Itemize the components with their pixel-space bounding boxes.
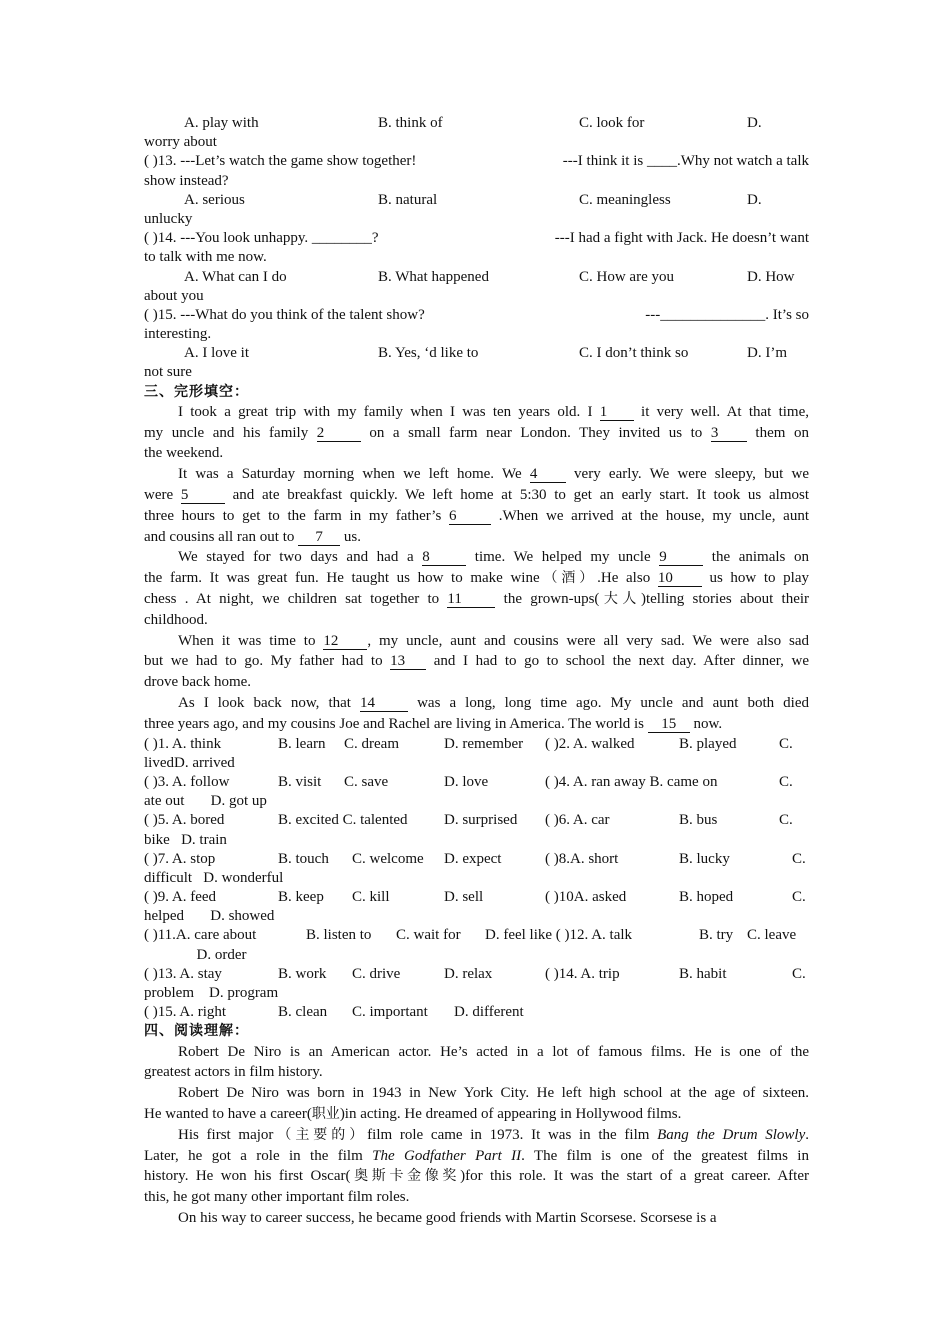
text-run: His first major（主要的）film role came in 1973. It was in the film [178, 1126, 658, 1143]
option-text: B. try [699, 927, 734, 944]
wrapped-text: interesting. [144, 326, 212, 343]
option-text: C. drive [352, 965, 401, 982]
blank-10: 10 [658, 570, 702, 587]
option-text: ( )14. A. trip [545, 965, 620, 982]
text-run: chess . At night, we children sat together to [144, 590, 448, 607]
option-text: C. welcome [352, 850, 424, 867]
blank-2: 2 [317, 425, 361, 442]
blank-3: 3 [711, 425, 747, 442]
cloze-option-row [144, 773, 809, 792]
option-text: D. expect [444, 850, 502, 867]
question-row [144, 306, 809, 325]
option-text: ( )10A. asked [545, 889, 627, 906]
text-run: was a long, long time ago. My uncle and aunt both died [408, 694, 810, 711]
passage-line [144, 1104, 809, 1125]
text-run: On his way to career success, he became good friends with Martin Scorsese. Scorsese is a [178, 1209, 717, 1226]
passage-line [144, 464, 809, 485]
text-run: , my uncle, aunt and cousins were all very sad. We were also sad [367, 632, 809, 649]
wrapped-text: about you [144, 287, 204, 304]
option-text: ( )13. A. stay [144, 965, 222, 982]
passage-line [144, 402, 809, 423]
cloze-option-row [144, 1003, 809, 1022]
option-text: D. [747, 115, 762, 131]
text-run: history. He won his first Oscar(奥斯卡金像奖)for this role. It was the start of a great career. After [144, 1168, 809, 1185]
wrapped-text: worry about [144, 134, 217, 151]
question-text: ( )13. ---Let’s watch the game show together! [144, 153, 417, 170]
option-text: B. natural [378, 191, 438, 208]
option-text: ( )9. A. feed [144, 889, 217, 906]
blank-11: 11 [447, 591, 495, 608]
option-text: B. think of [378, 115, 443, 131]
option-text: C. look for [579, 115, 645, 131]
worksheet-page [144, 114, 809, 1229]
wrapped-text: not sure [144, 364, 192, 381]
blank-1: 1 [600, 404, 634, 421]
option-text: D. relax [444, 965, 493, 982]
multiple-choice-section [144, 114, 809, 383]
wrapped-text: show instead? [144, 172, 229, 189]
text-run: and cousins all ran out to [144, 528, 299, 545]
passage-line [144, 1187, 809, 1208]
option-text: B. visit [278, 773, 322, 790]
option-text: C. save [344, 773, 389, 790]
option-text: ( )5. A. bored [144, 812, 225, 829]
passage-line [144, 1208, 809, 1229]
option-text: D. I’m [747, 345, 787, 362]
option-text: D. sell [444, 889, 484, 906]
text-run: were [144, 487, 181, 503]
option-text: B. listen to [306, 927, 372, 944]
text-run: now. [689, 715, 723, 732]
cloze-option-row [144, 965, 809, 984]
option-text: B. keep [278, 889, 324, 906]
wrapped-text: unlucky [144, 210, 193, 227]
option-text: B. hoped [679, 889, 734, 906]
text-run: this, he got many other important film roles. [144, 1189, 410, 1206]
option-text: B. lucky [679, 850, 730, 867]
film-title: Bang the Drum Slowly [657, 1126, 806, 1143]
cloze-option-row [144, 850, 809, 869]
text-run: us. [340, 528, 361, 545]
question-row [144, 152, 809, 171]
option-text: B. excited C. talented [278, 812, 408, 829]
text-run: I took a great trip with my family when I was ten years old. I [178, 403, 600, 420]
option-text: C. [792, 889, 806, 906]
text-run: time. We helped my uncle [466, 549, 660, 566]
wrapped-text: ate out D. got up [144, 793, 267, 810]
reading-heading: 四、阅读理解： [144, 1023, 249, 1040]
passage-line [144, 1062, 809, 1083]
option-text: C. kill [352, 889, 390, 906]
text-run: Later, he got a role in the film [144, 1147, 373, 1164]
option-text: C. meaningless [579, 191, 671, 208]
text-run: We stayed for two days and had a [178, 549, 423, 566]
text-run: us how to play [701, 570, 810, 587]
passage-line [144, 589, 809, 610]
passage-line [144, 568, 809, 589]
option-text: C. How are you [579, 268, 674, 285]
blank-4: 4 [530, 466, 566, 483]
question-text: ( )15. ---What do you think of the talent show? [144, 306, 425, 323]
option-text: ( )11.A. care about [144, 927, 257, 944]
blank-12: 12 [323, 633, 367, 650]
text-run: the grown-ups(大人)telling stories about their [495, 590, 810, 607]
option-text: C. I don’t think so [579, 345, 689, 362]
cloze-passage [144, 402, 809, 735]
option-text: D. remember [444, 735, 524, 752]
text-run: When it was time to [178, 632, 324, 649]
text-run: childhood. [144, 611, 208, 628]
blank-14: 14 [360, 695, 408, 712]
text-run: . [805, 1126, 809, 1143]
text-run: three hours to get to the farm in my father’s [144, 507, 450, 524]
cloze-heading: 三、完形填空： [144, 383, 249, 400]
answer-text: ---I had a fight with Jack. He doesn’t want [554, 230, 809, 247]
option-text: C. [792, 965, 806, 982]
text-run: It was a Saturday morning when we left home. We [178, 466, 530, 483]
option-text: C. wait for [396, 927, 461, 944]
reading-passage [144, 1042, 809, 1229]
option-text: ( )8.A. short [545, 850, 619, 867]
text-run: Robert De Niro is an American actor. He’s acted in a lot of famous films. He is one of the [178, 1043, 809, 1060]
option-text: C. leave [747, 927, 797, 944]
option-text: ( )7. A. stop [144, 850, 216, 867]
wrapped-text: D. order [144, 946, 247, 963]
passage-line [144, 672, 809, 693]
option-text: A. serious [184, 191, 245, 208]
option-text: D. [747, 191, 762, 208]
passage-line [144, 485, 809, 506]
option-row [144, 191, 809, 210]
text-run: .When we arrived at the house, my uncle, aunt [491, 507, 809, 524]
text-run: He wanted to have a career(职业)in acting. He dreamed of appearing in Hollywood films. [144, 1105, 682, 1122]
option-text: ( )4. A. ran away B. came on [545, 773, 718, 790]
passage-line [144, 651, 809, 672]
option-text: B. Yes, ‘d like to [378, 345, 479, 362]
blank-15: 15 [648, 716, 690, 733]
text-run: . The film is one of the greatest films in [521, 1147, 809, 1164]
cloze-option-row [144, 735, 809, 754]
passage-line [144, 1166, 809, 1187]
option-text: C. [779, 773, 793, 790]
text-run: very early. We were sleepy, but we [565, 466, 809, 483]
option-text: C. [779, 812, 793, 829]
text-run: on a small farm near London. They invited us to [360, 424, 711, 441]
option-text: D. love [444, 773, 489, 790]
blank-8: 8 [422, 549, 466, 566]
blank-7: 7 [298, 529, 340, 546]
option-text: ( )15. A. right [144, 1004, 227, 1021]
text-run: Robert De Niro was born in 1943 in New York City. He left high school at the age of sixteen. [178, 1085, 809, 1102]
text-run: As I look back now, that [178, 694, 361, 711]
text-run: the weekend. [144, 445, 224, 462]
passage-line [144, 527, 809, 548]
wrapped-text: helped D. showed [144, 908, 275, 925]
option-text: D. surprised [444, 812, 518, 829]
wrapped-text: difficult D. wonderful [144, 869, 284, 886]
text-run: and ate breakfast quickly. We left home at 5:30 to get an early start. It took us almost [224, 487, 809, 503]
answer-text: ---______________. It’s so [645, 306, 809, 323]
option-text: A. I love it [184, 345, 249, 362]
option-text: B. clean [278, 1004, 328, 1021]
text-run: three years ago, and my cousins Joe and Rachel are living in America. The world is [144, 715, 648, 732]
wrapped-text: livedD. arrived [144, 754, 235, 771]
answer-text: ---I think it is ____.Why not watch a talk [562, 153, 809, 170]
option-row [144, 114, 809, 133]
cloze-option-row [144, 811, 809, 830]
passage-line [144, 631, 809, 652]
option-text: C. [792, 850, 806, 867]
option-row [144, 344, 809, 363]
text-run: and I had to go to school the next day. After dinner, we [426, 653, 809, 670]
option-text: ( )1. A. think [144, 735, 222, 752]
passage-line [144, 443, 809, 464]
option-text: A. What can I do [184, 268, 287, 285]
option-text: B. work [278, 965, 327, 982]
film-title: The Godfather Part II [372, 1147, 522, 1164]
option-text: B. bus [679, 812, 718, 829]
passage-line [144, 1083, 809, 1104]
blank-6: 6 [449, 508, 491, 525]
text-run: greatest actors in film history. [144, 1064, 323, 1081]
text-run: them on [746, 424, 809, 441]
text-run: my uncle and his family [144, 424, 317, 441]
option-row [144, 268, 809, 287]
option-text: ( )3. A. follow [144, 773, 230, 790]
wrapped-text: bike D. train [144, 831, 227, 848]
option-text: ( )6. A. car [545, 812, 610, 829]
question-text: ( )14. ---You look unhappy. ________? [144, 230, 379, 247]
passage-line [144, 547, 809, 568]
passage-line [144, 1146, 809, 1167]
passage-line [144, 610, 809, 631]
text-run: the animals on [703, 549, 809, 566]
passage-line [144, 1042, 809, 1063]
option-text: ( )2. A. walked [545, 735, 635, 752]
option-text: C. dream [344, 735, 399, 752]
blank-13: 13 [390, 653, 426, 670]
option-text: B. played [679, 735, 737, 752]
blank-9: 9 [659, 549, 703, 566]
option-text: D. feel like ( )12. A. talk [485, 927, 633, 944]
blank-5: 5 [181, 487, 225, 504]
option-text: C. important [352, 1004, 428, 1021]
passage-line [144, 506, 809, 527]
text-run: it very well. At that time, [633, 403, 809, 420]
option-text: D. How [747, 268, 795, 285]
option-text: B. touch [278, 850, 329, 867]
wrapped-text: to talk with me now. [144, 249, 267, 266]
option-text: B. learn [278, 735, 326, 752]
text-run: but we had to go. My father had to [144, 653, 391, 670]
option-text: B. What happened [378, 268, 489, 285]
passage-line [144, 1125, 809, 1146]
cloze-option-row [144, 888, 809, 907]
option-text: C. [779, 735, 793, 752]
cloze-option-row [144, 926, 809, 945]
cloze-options [144, 735, 809, 1023]
text-run: the farm. It was great fun. He taught us how to make wine（酒）.He also [144, 570, 658, 587]
question-row [144, 229, 809, 248]
option-text: A. play with [184, 115, 259, 131]
wrapped-text: problem D. program [144, 985, 279, 1001]
option-text: D. different [454, 1004, 524, 1021]
passage-line [144, 693, 809, 714]
passage-line [144, 714, 809, 735]
text-run: drove back home. [144, 674, 252, 691]
option-text: B. habit [679, 965, 727, 982]
passage-line [144, 423, 809, 444]
